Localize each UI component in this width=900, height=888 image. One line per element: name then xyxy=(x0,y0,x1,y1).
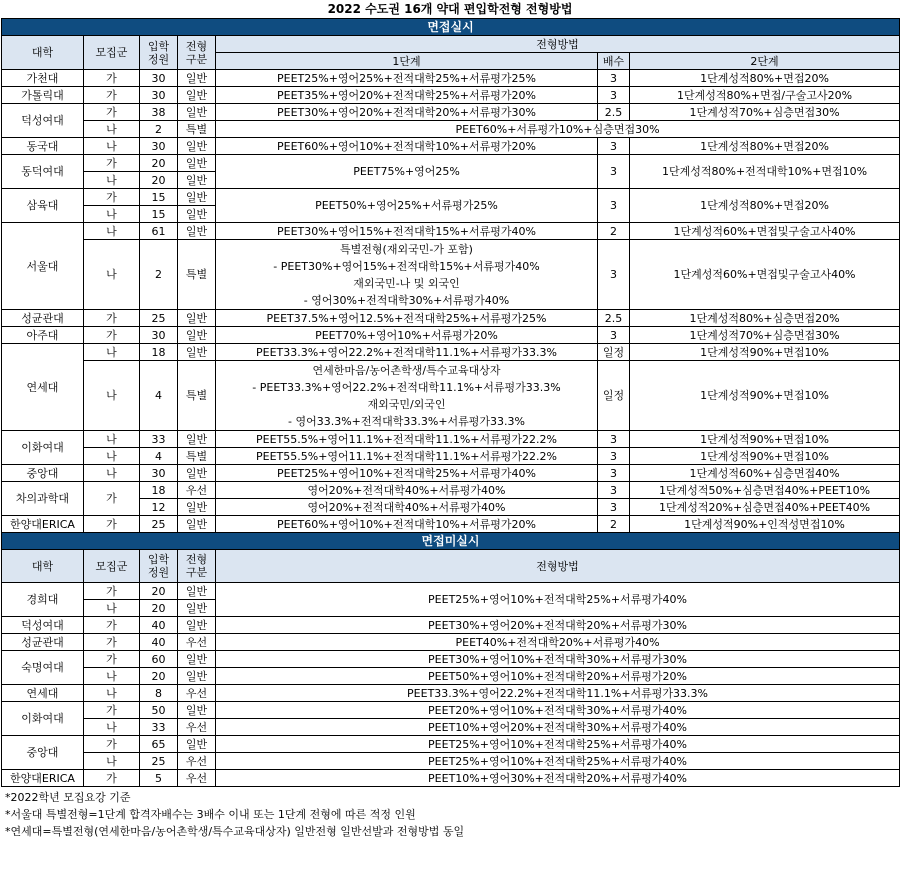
table-row: 동덕여대 가 20 일반 PEET75%+영어25% 3 1단계성적80%+전적대학10%+면접10% xyxy=(2,155,900,172)
table-row: 덕성여대 가 38 일반 PEET30%+영어20%+전적대학20%+서류평가30% 2.5 1단계성적70%+심층면접30% xyxy=(2,104,900,121)
table-row: 아주대 가 30 일반 PEET70%+영어10%+서류평가20% 3 1단계성적70%+심층면접30% xyxy=(2,327,900,344)
table-row: 나 20 일반 xyxy=(2,600,900,617)
header-univ: 대학 xyxy=(2,36,84,70)
table-row: 나 4 특별 연세한마음/농어촌학생/특수교육대상자 - PEET33.3%+영어22.2%+전적대학11.1%+서류평가33.3% 재외국민/외국인 - 영어33.3%+전적대학33.3%+서류평가33.3% 일정 1단계성적90%+면접10% xyxy=(2,361,900,431)
table-row: 나 20 일반 PEET50%+영어10%+전적대학20%+서류평가20% xyxy=(2,668,900,685)
header-type-2: 전형 구분 xyxy=(178,550,216,583)
table-row: 동국대 나 30 일반 PEET60%+영어10%+전적대학10%+서류평가20% 3 1단계성적80%+면접20% xyxy=(2,138,900,155)
table-row: 나 33 우선 PEET10%+영어20%+전적대학30%+서류평가40% xyxy=(2,719,900,736)
table-row: 이화여대 가 50 일반 PEET20%+영어10%+전적대학30%+서류평가40% xyxy=(2,702,900,719)
footnote: *서울대 특별전형=1단계 합격자배수는 3배수 이내 또는 1단계 전형에 따른 적정 인원 xyxy=(5,808,416,821)
header-stage1: 1단계 xyxy=(216,53,598,70)
table-row: 성균관대 가 40 우선 PEET40%+전적대학20%+서류평가40% xyxy=(2,634,900,651)
table-row: 이화여대 나 33 일반 PEET55.5%+영어11.1%+전적대학11.1%+서류평가22.2% 3 1단계성적90%+면접10% xyxy=(2,431,900,448)
header-group: 모집군 xyxy=(84,36,140,70)
header-method-2: 전형방법 xyxy=(216,550,900,583)
table-row: 차의과학대 가 18 우선 영어20%+전적대학40%+서류평가40% 3 1단계성적50%+심층면접40%+PEET10% xyxy=(2,482,900,499)
footnotes xyxy=(1,787,899,840)
header-univ-2: 대학 xyxy=(2,550,84,583)
table-row: 삼육대 가 15 일반 PEET50%+영어25%+서류평가25% 3 1단계성적80%+면접20% xyxy=(2,189,900,206)
header-quota: 입학 정원 xyxy=(140,36,178,70)
table-row: 한양대ERICA 가 25 일반 PEET60%+영어10%+전적대학10%+서류평가20% 2 1단계성적90%+인적성면접10% xyxy=(2,516,900,533)
table-row: 12 일반 영어20%+전적대학40%+서류평가40% 3 1단계성적20%+심층면접40%+PEET40% xyxy=(2,499,900,516)
table-row: 나 2 특별 특별전형(재외국민-가 포함) - PEET30%+영어15%+전적대학15%+서류평가40% 재외국민-나 및 외국인 - 영어30%+전적대학30%+서류평가40% 3 1단계성적60%+면접및구술고사40% xyxy=(2,240,900,310)
header-stage2: 2단계 xyxy=(630,53,900,70)
table-row: 숙명여대 가 60 일반 PEET30%+영어10%+전적대학30%+서류평가30% xyxy=(2,651,900,668)
table-row: 가천대 가 30 일반 PEET25%+영어25%+전적대학25%+서류평가25% 3 1단계성적80%+면접20% xyxy=(2,70,900,87)
header-multiple: 배수 xyxy=(598,53,630,70)
document-title: 2022 수도권 16개 약대 편입학전형 전형방법 xyxy=(327,2,573,16)
table-row: 중앙대 나 30 일반 PEET25%+영어10%+전적대학25%+서류평가40% 3 1단계성적60%+심층면접40% xyxy=(2,465,900,482)
table-row: 덕성여대 가 40 일반 PEET30%+영어20%+전적대학20%+서류평가30% xyxy=(2,617,900,634)
table-row: 나 20 일반 xyxy=(2,172,900,189)
header-quota-2: 입학 정원 xyxy=(140,550,178,583)
section-interview: 면접실시 xyxy=(2,19,900,36)
table-row: 서울대 나 61 일반 PEET30%+영어15%+전적대학15%+서류평가40% 2 1단계성적60%+면접및구술고사40% xyxy=(2,223,900,240)
footnote: *2022학년 모집요강 기준 xyxy=(5,791,131,804)
document xyxy=(1,0,899,840)
table-row: 경희대 가 20 일반 PEET25%+영어10%+전적대학25%+서류평가40% xyxy=(2,583,900,600)
table-row: 연세대 나 8 우선 PEET33.3%+영어22.2%+전적대학11.1%+서류평가33.3% xyxy=(2,685,900,702)
table-row: 나 25 우선 PEET25%+영어10%+전적대학25%+서류평가40% xyxy=(2,753,900,770)
header-method: 전형방법 xyxy=(216,36,900,53)
header-group-2: 모집군 xyxy=(84,550,140,583)
section-no-interview: 면접미실시 xyxy=(2,533,900,550)
table-row: 나 15 일반 xyxy=(2,206,900,223)
footnote: *연세대=특별전형(연세한마음/농어촌학생/특수교육대상자) 일반전형 일반선발과 전형방법 동일 xyxy=(5,825,465,838)
table-row: 한양대ERICA 가 5 우선 PEET10%+영어30%+전적대학20%+서류평가40% xyxy=(2,770,900,787)
interview-table xyxy=(1,18,900,787)
header-type: 전형 구분 xyxy=(178,36,216,70)
table-row: 중앙대 가 65 일반 PEET25%+영어10%+전적대학25%+서류평가40% xyxy=(2,736,900,753)
table-row: 가톨릭대 가 30 일반 PEET35%+영어20%+전적대학25%+서류평가20% 3 1단계성적80%+면접/구술고사20% xyxy=(2,87,900,104)
table-row: 나 2 특별 PEET60%+서류평가10%+심층면접30% xyxy=(2,121,900,138)
table-row: 성균관대 가 25 일반 PEET37.5%+영어12.5%+전적대학25%+서류평가25% 2.5 1단계성적80%+심층면접20% xyxy=(2,310,900,327)
table-row: 나 4 특별 PEET55.5%+영어11.1%+전적대학11.1%+서류평가22.2% 3 1단계성적90%+면접10% xyxy=(2,448,900,465)
table-row: 연세대 나 18 일반 PEET33.3%+영어22.2%+전적대학11.1%+서류평가33.3% 일정 1단계성적90%+면접10% xyxy=(2,344,900,361)
